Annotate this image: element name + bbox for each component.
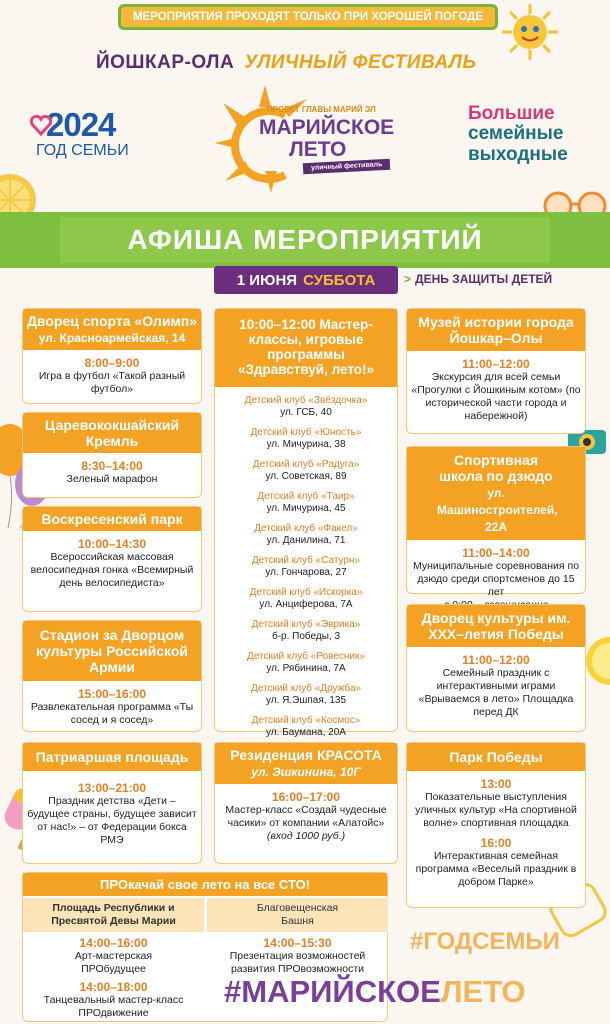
hashtag-part-1: #МАРИЙСКОЕ bbox=[224, 974, 441, 1009]
event-time: 11:00–14:00 bbox=[462, 546, 530, 560]
club-street: ул. Советская, 89 bbox=[265, 471, 347, 482]
weather-banner: МЕРОПРИЯТИЯ ПРОХОДЯТ ТОЛЬКО ПРИ ХОРОШЕЙ ПОГОДЕ bbox=[118, 4, 498, 30]
card-header bbox=[407, 605, 585, 647]
card-title: Патриаршая площадь bbox=[35, 749, 189, 765]
sto-col-header bbox=[23, 898, 204, 932]
event-time: 13:00–21:00 bbox=[77, 781, 147, 795]
club-item bbox=[215, 619, 397, 643]
card-header bbox=[23, 621, 201, 681]
card-title: Дворец культуры им. XXX–летия Победы bbox=[421, 610, 571, 642]
event-time: 11:00–12:00 bbox=[462, 357, 530, 371]
club-name: Детский клуб «Космос» bbox=[251, 715, 361, 726]
heart-icon bbox=[30, 114, 52, 136]
club-item bbox=[215, 555, 397, 579]
club-item bbox=[215, 427, 397, 451]
hashtag-mariyskoe-leto bbox=[224, 974, 526, 1010]
event-text: Презентация возможностей развития ПРОвозможности bbox=[229, 950, 366, 975]
event-time: 14:00–16:00 bbox=[79, 936, 148, 950]
club-name: Детский клуб «Сатурн» bbox=[251, 555, 361, 566]
card-address: ул. Красноармейская, 14 bbox=[38, 331, 186, 345]
bsv-line2: семейные bbox=[468, 123, 564, 144]
club-item bbox=[215, 395, 397, 419]
card-address: ул. Машиностроителей, 22А bbox=[437, 486, 558, 534]
card-title: Музей истории города Йошкар–Олы bbox=[418, 314, 574, 346]
card-header bbox=[23, 413, 201, 453]
card-title: Парк Победы bbox=[449, 749, 543, 765]
sto-title: ПРОкачай свое лето на все СТО! bbox=[23, 873, 387, 896]
sto-col-header bbox=[207, 898, 388, 932]
date-badge bbox=[214, 266, 398, 294]
event-card-voskresensky bbox=[22, 506, 202, 612]
club-item bbox=[215, 715, 397, 739]
clubs-list bbox=[215, 395, 397, 739]
event-card-dk bbox=[406, 604, 586, 732]
hashtag-year-of-family: #ГОДСЕМЬИ bbox=[410, 928, 560, 955]
logo-name bbox=[259, 117, 394, 161]
event-card-patriarshaya bbox=[22, 742, 202, 864]
city-name: ЙОШКАР-ОЛА bbox=[96, 52, 235, 73]
club-street: б-р. Победы, 3 bbox=[271, 631, 341, 642]
card-title: Воскресенский парк bbox=[41, 511, 183, 527]
club-item bbox=[215, 491, 397, 515]
card-header bbox=[407, 309, 585, 351]
logo-tag: уличный фестиваль bbox=[303, 159, 391, 175]
club-name: Детский клуб «Таир» bbox=[257, 491, 355, 502]
event-text: Праздник детства «Дети – будущее страны, будущее зависит от нас!» – от Федерации бокса РМЭ bbox=[27, 795, 197, 846]
event-time: 14:00–15:30 bbox=[263, 936, 332, 950]
club-street: ул. Баумана, 20А bbox=[266, 727, 346, 738]
logo-year-text: ГОД СЕМЬИ bbox=[36, 142, 129, 159]
chevron-right-icon: > bbox=[404, 272, 412, 286]
club-item bbox=[215, 587, 397, 611]
card-header bbox=[407, 743, 585, 771]
club-street: ул. Гончарова, 27 bbox=[265, 567, 347, 578]
event-card-residence bbox=[214, 742, 398, 864]
hashtag-part-2: ЛЕТО bbox=[440, 974, 526, 1009]
clubs-header: 10:00–12:00 Мастер-классы, игровые программы «Здравствуй, лето!» bbox=[215, 309, 397, 387]
logo-name-1: МАРИЙСКОЕ bbox=[259, 116, 395, 139]
event-text-2: Интерактивная семейная программа «Веселый праздник в добром Парке» bbox=[415, 850, 577, 888]
sto-col-h2: Башня bbox=[281, 915, 314, 927]
year-of-family-logo bbox=[36, 108, 131, 168]
logo-name-2: ЛЕТО bbox=[289, 138, 347, 161]
sto-col-2 bbox=[207, 898, 388, 976]
card-title: Резиденция КРАСОТА bbox=[230, 747, 382, 763]
sto-col-h2: Пресвятой Девы Марии bbox=[51, 915, 176, 927]
date-day: 1 ИЮНЯ bbox=[236, 271, 298, 289]
event-card-olimp bbox=[22, 308, 202, 404]
sto-col-h1: Площадь Республики и bbox=[52, 902, 175, 914]
event-card-stadium bbox=[22, 620, 202, 732]
club-item bbox=[215, 523, 397, 547]
club-name: Детский клуб «Звёздочка» bbox=[244, 395, 368, 406]
club-street: ул. Мичурина, 38 bbox=[266, 439, 346, 450]
club-name: Детский клуб «Искорка» bbox=[249, 587, 363, 598]
event-card-victory-park bbox=[406, 742, 586, 908]
event-text: Семейный праздник с интерактивными играми «Врываемся в лето» Площадка перед ДК bbox=[418, 667, 574, 718]
holiday-label bbox=[404, 272, 552, 286]
card-header bbox=[407, 447, 585, 540]
afisha-title: АФИША МЕРОПРИЯТИЙ bbox=[60, 217, 550, 263]
event-card-judo bbox=[406, 446, 586, 598]
event-time-2: 16:00 bbox=[480, 836, 512, 850]
event-time-2: 14:00–18:00 bbox=[79, 980, 148, 994]
event-text: Зеленый марафон bbox=[66, 473, 158, 485]
event-text: Показательные выступления уличных культур «На спортивной волне» спортивная площадка bbox=[415, 791, 577, 829]
holiday-text: ДЕНЬ ЗАЩИТЫ ДЕТЕЙ bbox=[415, 272, 553, 286]
event-time: 16:00–17:00 bbox=[271, 790, 341, 804]
club-street: ул. Рябинина, 7А bbox=[266, 663, 346, 674]
club-street: ул. Данилина, 71 bbox=[266, 535, 346, 546]
club-item bbox=[215, 683, 397, 707]
bsv-line3: выходные bbox=[468, 144, 568, 165]
club-name: Детский клуб «Факел» bbox=[254, 523, 358, 534]
club-name: Детский клуб «Юность» bbox=[250, 427, 362, 438]
card-header bbox=[23, 743, 201, 771]
bsv-line1: Большие bbox=[468, 103, 555, 124]
city-title bbox=[96, 52, 516, 74]
club-street: ул. Я.Эшпая, 135 bbox=[265, 695, 346, 706]
sto-col-1 bbox=[23, 898, 204, 1020]
event-time: 15:00–16:00 bbox=[77, 687, 147, 701]
afisha-banner bbox=[0, 212, 610, 268]
event-text: Всероссийская массовая велосипедная гонка «Всемирный день велосипедиста» bbox=[30, 551, 194, 589]
event-time: 8:30–14:00 bbox=[81, 459, 143, 473]
event-text: Арт-мастерская ПРОбудущее bbox=[74, 950, 153, 975]
card-header bbox=[23, 309, 201, 350]
event-text: Развлекательная программа «Ты сосед и я сосед» bbox=[30, 701, 194, 726]
club-name: Детский клуб «Ровесник» bbox=[247, 651, 365, 662]
event-time: 10:00–14:30 bbox=[77, 537, 147, 551]
card-header bbox=[23, 507, 201, 531]
club-name: Детский клуб «Эврика» bbox=[251, 619, 361, 630]
date-weekday: СУББОТА bbox=[303, 271, 376, 289]
card-address: ул. Эшкинина, 10Г bbox=[251, 765, 361, 779]
club-name: Детский клуб «Дружба» bbox=[250, 683, 362, 694]
clubs-card bbox=[214, 308, 398, 738]
club-street: ул. ГСБ, 40 bbox=[280, 407, 332, 418]
card-title: Стадион за Дворцом культуры Российской Армии bbox=[36, 627, 188, 675]
event-card-kremlin bbox=[22, 412, 202, 498]
event-text: Мастер-класс «Создай чудесные часики» от компании «Алатойс» bbox=[225, 804, 387, 829]
festival-name: УЛИЧНЫЙ ФЕСТИВАЛЬ bbox=[244, 52, 477, 73]
card-title: Дворец спорта «Олимп» bbox=[26, 313, 198, 329]
card-title: Спортивная школа по дзюдо bbox=[439, 452, 553, 484]
event-card-museum bbox=[406, 308, 586, 434]
big-family-weekend-logo bbox=[468, 104, 586, 165]
mariyskoe-leto-logo bbox=[215, 85, 435, 193]
event-text-2: Танцевальный мастер-класс ПРОдвижение bbox=[43, 994, 184, 1019]
club-item bbox=[215, 651, 397, 675]
logo-project: ПРОЕКТ ГЛАВЫ МАРИЙ ЭЛ bbox=[267, 105, 376, 114]
event-time: 11:00–12:00 bbox=[462, 653, 530, 667]
event-time: 13:00 bbox=[480, 777, 512, 791]
club-item bbox=[215, 459, 397, 483]
logo-year: 2024 bbox=[46, 106, 116, 143]
sto-col-h1: Благовещенская bbox=[256, 902, 339, 914]
club-name: Детский клуб «Радуга» bbox=[252, 459, 360, 470]
event-text: Игра в футбол «Такой разный футбол» bbox=[38, 370, 186, 395]
card-title: Царевококшайский Кремль bbox=[44, 417, 180, 449]
card-header bbox=[215, 743, 397, 784]
event-text: Экскурсия для всей семьи «Прогулки с Йошкиным котом» (по исторической части города и набережной) bbox=[411, 371, 581, 422]
club-street: ул. Анциферова, 7А bbox=[259, 599, 353, 610]
event-text: Муниципальные соревнования по дзюдо среди спортсменов до 15 лет bbox=[412, 560, 580, 598]
club-street: ул. Мичурина, 45 bbox=[266, 503, 346, 514]
event-note: (вход 1000 руб.) bbox=[266, 830, 346, 842]
event-time: 8:00–9:00 bbox=[84, 356, 140, 370]
